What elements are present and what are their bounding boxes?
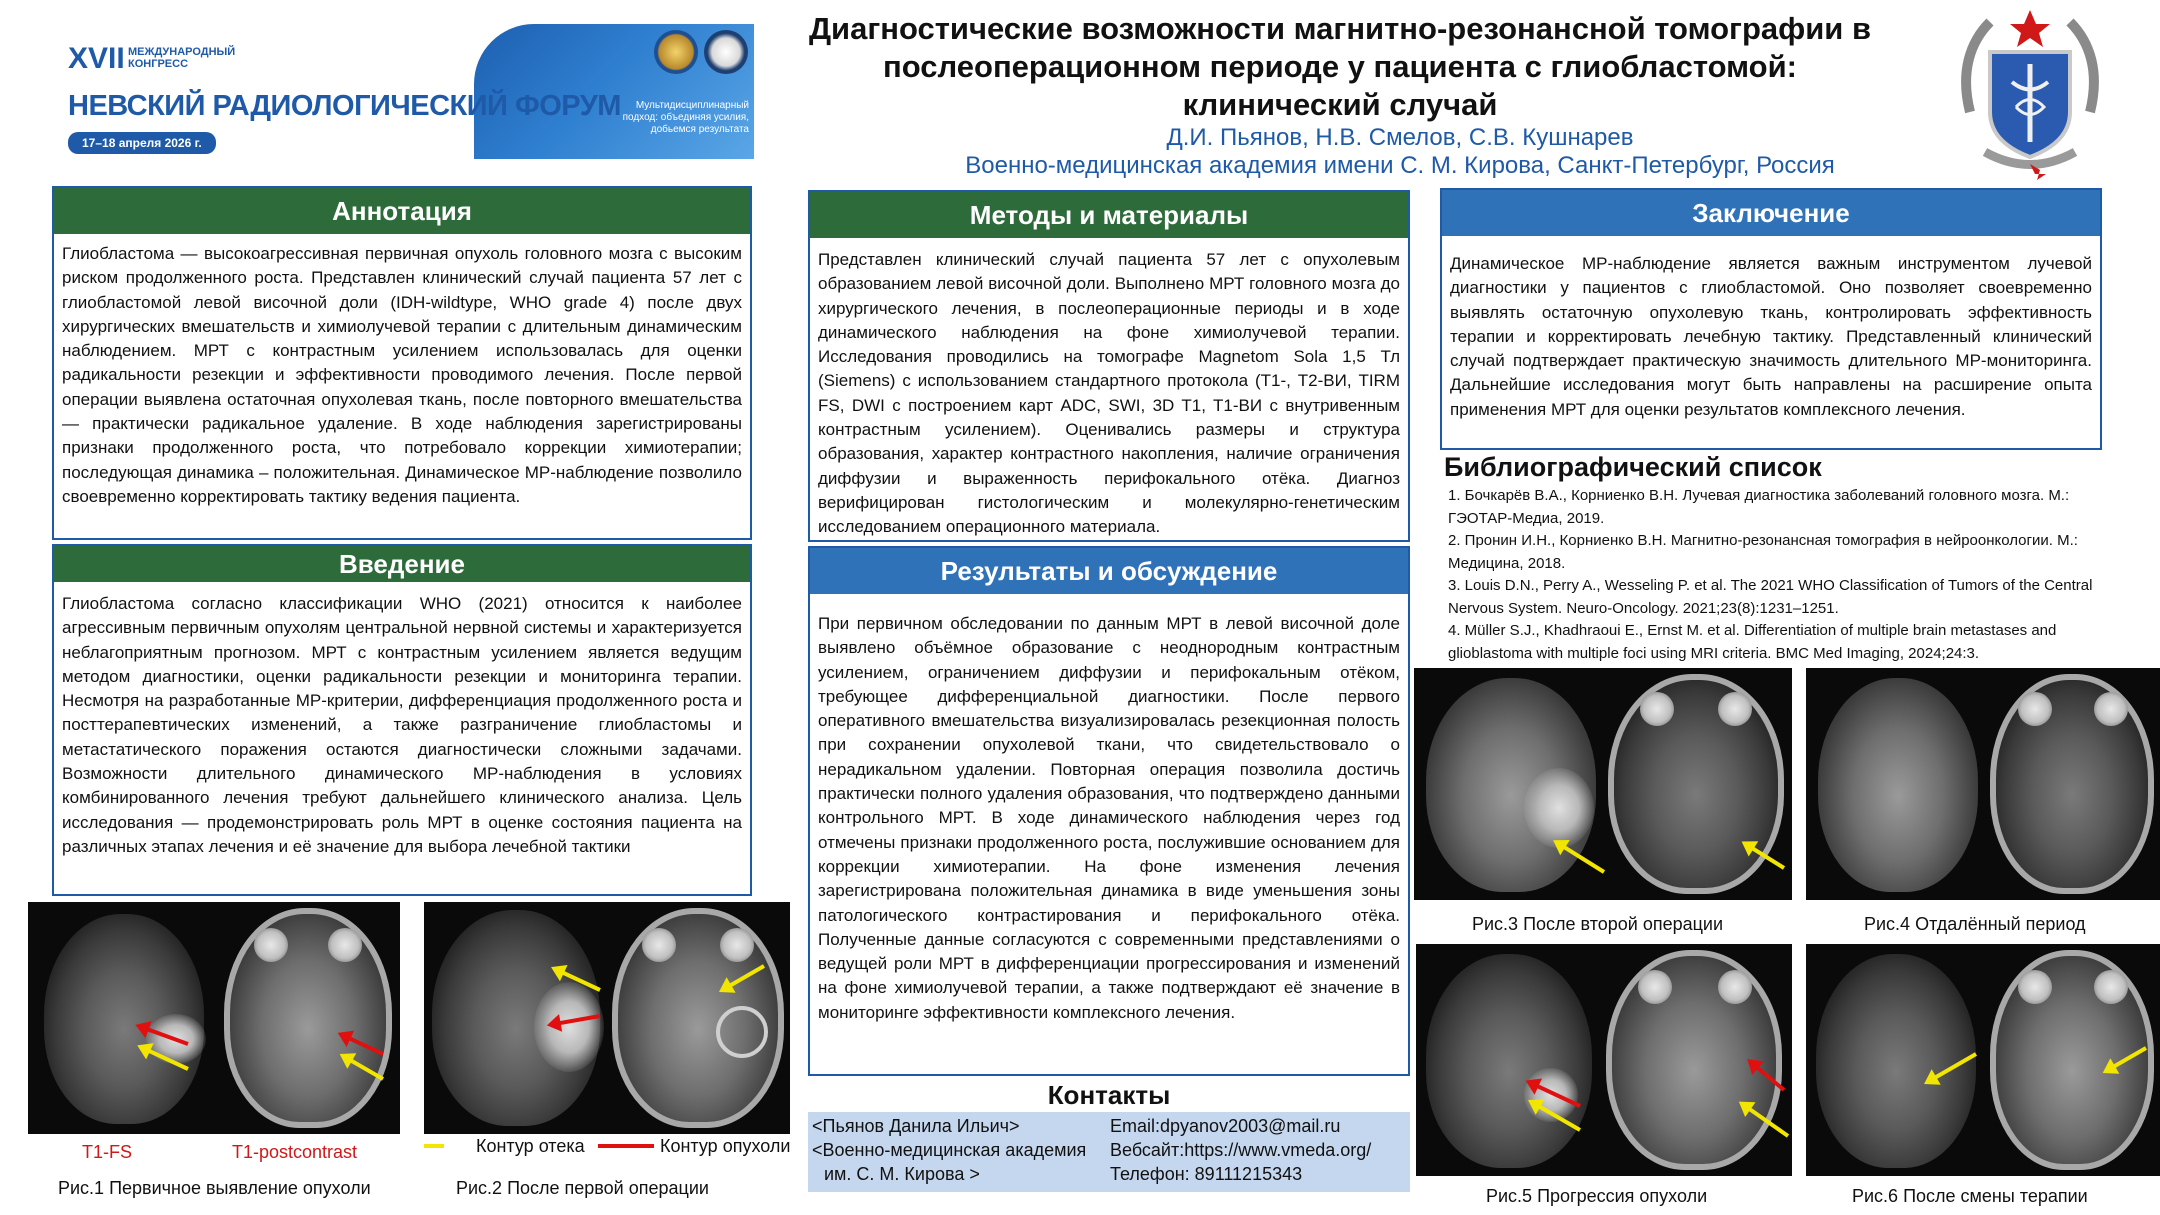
poster-authors: Д.И. Пьянов, Н.В. Смелов, С.В. Кушнарев xyxy=(1166,124,1634,151)
contact-website[interactable]: Вебсайт:https://www.vmeda.org/ xyxy=(1110,1140,1372,1160)
banner-tagline: Мультидисциплинарный подход: объединяя усилия, добьемся результата xyxy=(622,100,749,135)
conclusion-text: Динамическое МР-наблюдение является важным инструментом лучевой диагностики у пациентов с глиобластомой. Оно позволяет своевременно выявлять остаточную опухолевую ткань, контролировать эффективность терапии и корректировать лечебную тактику. Представленный клинический случай подтверждает практическую значимость длительного МР-мониторинга. Дальнейшие исследования могут быть направлены на расширение опыта применения МРТ для оценки результатов комплексного лечения. xyxy=(1450,254,2092,419)
contact-phone: Телефон: 89111215343 xyxy=(1110,1164,1303,1184)
contact-org: <Военно-медицинская академия xyxy=(812,1140,1087,1160)
mri-slice xyxy=(1818,678,1978,892)
annotation-heading: Аннотация xyxy=(54,188,750,234)
skull-outline xyxy=(1990,674,2154,894)
tumor-ring xyxy=(716,1006,768,1058)
eye-orbit xyxy=(642,928,676,962)
results-text: При первичном обследовании по данным МРТ в левой височной доле выявлено объёмное образование с неоднородным контрастным усилением, ограничением диффузии и перифокальным отёком, требующее дифференциальной диагностики. После первого оперативного вмешательства визуализировалась резекционная полость при сохранении опухолевой ткани, что свидетельствовало о нерадикальном удалении. Повторная операция позволила достичь практически полного удаления образования, что подтверждено данными контрольного МРТ. В ходе динамического наблюдения через год отмечены признаки продолженного роста, послужившие основанием для коррекции химиотерапии. На фоне изменения лечения зарегистрирована положительная динамика в виде уменьшения зоны патологического контрастирования и перифокального отёка. Полученные данные согласуются с современными представлениями о ведущей роли МРТ в дифференциации прогрессирования и изменений на фоне химиолучевой терапии, а также подтверждают её значение в мониторинге эффективности комплексного лечения. xyxy=(818,614,1400,1022)
conclusion-heading: Заключение xyxy=(1442,190,2100,236)
eye-orbit xyxy=(1718,692,1752,726)
congress-logo-icon xyxy=(654,30,698,74)
figure-3-image xyxy=(1414,668,1792,900)
eye-orbit xyxy=(328,928,362,962)
contact-email[interactable]: Email:dpyanov2003@mail.ru xyxy=(1110,1116,1341,1136)
mri-slice xyxy=(1816,954,1976,1168)
forum-banner xyxy=(54,24,754,159)
bibliography-item: 4. Müller S.J., Khadhraoui E., Ernst M. et al. Differentiation of multiple brain metastases and glioblastoma with multiple foci using MRI criteria. BMC Med Imaging, 2024;24:3. xyxy=(1448,622,2057,662)
banner-dates: 17–18 апреля 2026 г. xyxy=(68,132,216,154)
conclusion-panel xyxy=(1440,188,2102,450)
poster-affiliation: Военно-медицинская академия имени С. М. Кирова, Санкт-Петербург, Россия xyxy=(965,152,1835,179)
results-panel xyxy=(808,546,1410,1076)
eye-orbit xyxy=(1640,692,1674,726)
fig6-caption: Рис.6 После смены терапии xyxy=(1852,1186,2088,1206)
figure-5-image xyxy=(1416,944,1792,1176)
banner-forum-name: НЕВСКИЙ РАДИОЛОГИЧЕСКИЙ ФОРУМ xyxy=(68,90,621,122)
figure-2-image xyxy=(424,902,790,1134)
bibliography-item: 2. Пронин И.Н., Корниенко В.Н. Магнитно-резонансная томография в нейроонкологии. М.: Медицина, 2018. xyxy=(1448,532,2078,572)
legend-edema-line xyxy=(424,1144,444,1148)
banner-congress: МЕЖДУНАРОДНЫЙ КОНГРЕСС xyxy=(128,46,236,70)
skull-outline xyxy=(224,908,392,1128)
legend-tumor-line xyxy=(598,1144,654,1148)
society-logo-icon xyxy=(704,30,748,74)
figure-6-image xyxy=(1806,944,2160,1176)
academy-emblem-icon xyxy=(1950,2,2110,182)
eye-orbit xyxy=(1718,970,1752,1004)
eye-orbit xyxy=(2094,970,2128,1004)
contacts-box xyxy=(808,1112,1410,1192)
eye-orbit xyxy=(2094,692,2128,726)
fig1-right-label: T1-postcontrast xyxy=(232,1142,358,1162)
skull-outline xyxy=(1990,950,2154,1170)
contact-org-2: им. С. М. Кирова > xyxy=(824,1164,980,1184)
banner-edition: XVII xyxy=(68,42,125,75)
methods-text: Представлен клинический случай пациента 57 лет с опухолевым образованием левой височной доли. Выполнено МРТ головного мозга до хирургического лечения, в послеоперационные периоды и в ходе динамического наблюдения на фоне химиолучевой терапии. Исследования проводились на томографе Magnetom Sola 1,5 Тл (Siemens) с использованием стандартного протокола (Т1-, Т2-ВИ, TIRM FS, DWI с построением карт ADC, SWI, 3D T1, T1-ВИ с внутривенным контрастным усилением). Оценивались размеры и структура образования, характер контрастного накопления, наличие ограничения диффузии и выраженность перифокального отёка. Диагноз верифицирован гистологическим и молекулярно-генетическим исследованием операционного материала. xyxy=(818,250,1400,537)
fig4-caption: Рис.4 Отдалённый период xyxy=(1864,914,2086,934)
introduction-heading: Введение xyxy=(54,546,750,582)
eye-orbit xyxy=(1638,970,1672,1004)
fig1-left-label: T1-FS xyxy=(82,1142,133,1162)
introduction-panel xyxy=(52,544,752,896)
mri-slice xyxy=(1426,954,1592,1168)
eye-orbit xyxy=(2018,970,2052,1004)
eye-orbit xyxy=(254,928,288,962)
legend-tumor: Контур опухоли xyxy=(660,1136,791,1156)
fig1-caption: Рис.1 Первичное выявление опухоли xyxy=(58,1178,371,1198)
bibliography-item: 3. Louis D.N., Perry A., Wesseling P. et al. The 2021 WHO Classification of Tumors of the Central Nervous System. Neuro-Oncology. 2021;23(8):1231–1251. xyxy=(1448,577,2093,617)
legend-edema: Контур отека xyxy=(476,1136,585,1156)
lesion-area xyxy=(534,982,604,1072)
fig3-caption: Рис.3 После второй операции xyxy=(1472,914,1724,934)
poster-title: Диагностические возможности магнитно-резонансной томографии в послеоперационном периоде у пациента с глиобластомой: клинический случай xyxy=(808,11,1872,122)
eye-orbit xyxy=(720,928,754,962)
annotation-text: Глиобластома — высокоагрессивная первичная опухоль головного мозга с высоким риском продолженного роста. Представлен клинический случай пациента 57 лет с глиобластомой левой височной доли (IDH-wildtype, WHO grade 4) после двух хирургических вмешательств и химиолучевой терапии с длительным динамическим наблюдением. МРТ с контрастным усилением использовалась для оценки радикальности резекции и эффективности проводимого лечения. После первой операции выявлена остаточная опухолевая ткань, после повторного вмешательства — практически радикальное удаление. В ходе наблюдения зарегистрированы признаки продолженного роста, что потребовало коррекции химиотерапии; последующая динамика – положительная. Динамическое МР-наблюдение позволило своевременно корректировать тактику ведения пациента. xyxy=(62,244,742,506)
contact-name: <Пьянов Данила Ильич> xyxy=(812,1116,1020,1136)
eye-orbit xyxy=(2018,692,2052,726)
bibliography-section xyxy=(1444,452,2124,665)
bibliography-heading: Библиографический список xyxy=(1444,452,1822,482)
figure-4-image xyxy=(1806,668,2160,900)
results-heading: Результаты и обсуждение xyxy=(810,548,1408,594)
methods-heading: Методы и материалы xyxy=(810,192,1408,238)
annotation-panel xyxy=(52,186,752,540)
bibliography-item: 1. Бочкарёв В.А., Корниенко В.Н. Лучевая диагностика заболеваний головного мозга. М.: ГЭОТАР-Медиа, 2019. xyxy=(1448,487,2070,527)
figure-1-image xyxy=(28,902,400,1134)
fig5-caption: Рис.5 Прогрессия опухоли xyxy=(1486,1186,1708,1206)
contacts-heading: Контакты xyxy=(1047,1080,1171,1110)
introduction-text: Глиобластома согласно классификации WHO (2021) относится к наиболее агрессивным первичным опухолям центральной нервной системы и характеризуется неблагоприятным прогнозом. МРТ с контрастным усилением является ведущим методом диагностики, оценки радикальности резекции и мониторинга терапии. Несмотря на разработанные МР-критерии, дифференциация продолженного роста и посттерапевтических изменений, а также разграничение глиобластомы и метастатического поражения остаются диагностически сложными задачами. Возможности длительного динамического МР-наблюдения в условиях комбинированного лечения требуют дальнейшего клинического анализа. Цель исследования — продемонстрировать роль МРТ в оценке состояния пациента на различных этапах лечения и её значение для выбора лечебной тактики xyxy=(62,594,742,856)
methods-panel xyxy=(808,190,1410,542)
skull-outline xyxy=(1608,674,1784,894)
fig2-caption: Рис.2 После первой операции xyxy=(456,1178,709,1198)
